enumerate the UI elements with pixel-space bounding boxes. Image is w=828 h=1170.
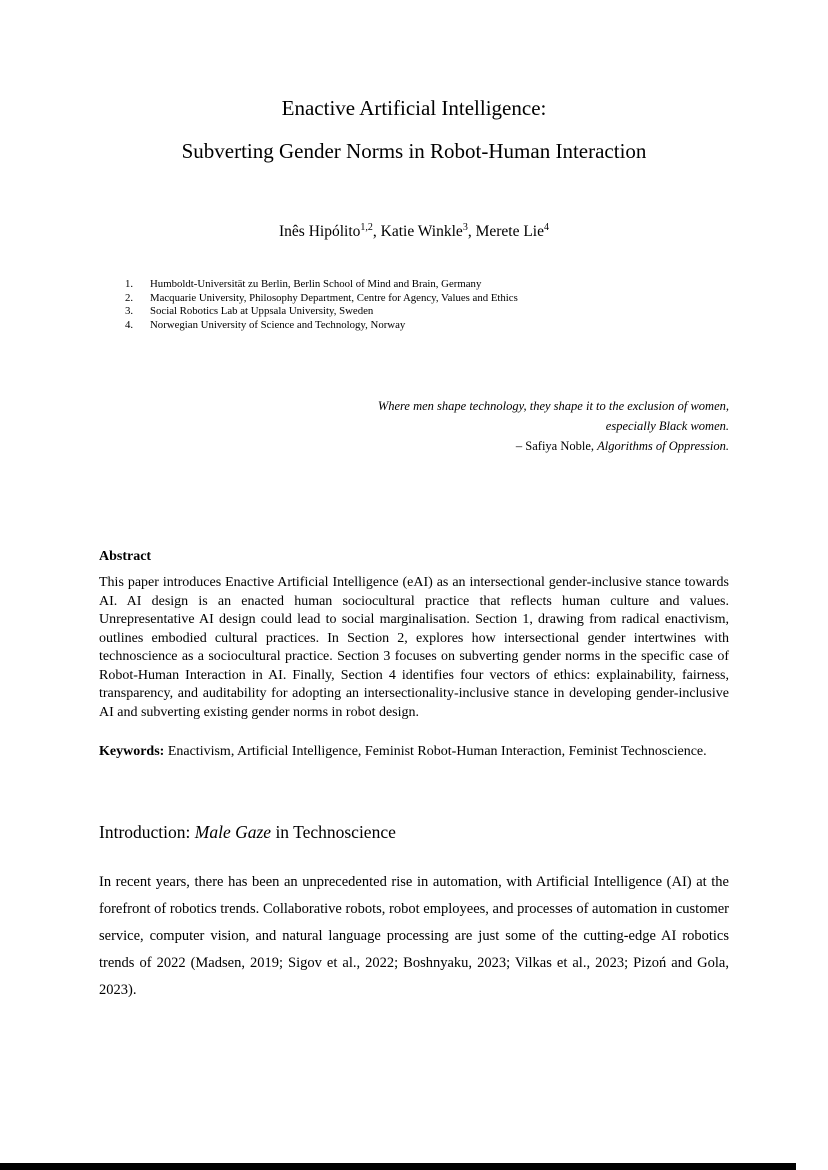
epigraph-attribution-author: – Safiya Noble,	[515, 439, 598, 453]
author-name-2: Katie Winkle	[380, 223, 463, 240]
affiliation-item	[125, 292, 729, 306]
affiliation-item	[125, 305, 729, 319]
affiliation-text: Macquarie University, Philosophy Department, Centre for Agency, Values and Ethics	[150, 291, 518, 304]
author-name-1: Inês Hipólito	[279, 223, 361, 240]
epigraph	[99, 396, 729, 456]
epigraph-attribution	[99, 436, 729, 456]
keywords-line	[99, 738, 729, 766]
paper-title	[99, 0, 729, 164]
affiliation-number: 1.	[125, 278, 134, 290]
author-sup-1: 1,2	[360, 221, 373, 233]
affiliation-text: Humboldt-Universität zu Berlin, Berlin School of Mind and Brain, Germany	[150, 278, 482, 290]
introduction-paragraph: In recent years, there has been an unprecedented rise in automation, with Artificial Intelligence (AI) at the forefront of robotics trends. Collaborative robots, robot employees, and processes of automation in customer service, computer vision, and natural language processing are just some of the cutting-edge AI robotics trends of 2022 (Madsen, 2019; Sigov et al., 2022; Boshnyaku, 2023; Vilkas et al., 2023; Pizoń and Gola, 2023).	[99, 874, 729, 998]
affiliation-item	[125, 278, 729, 292]
paper-title-line2: Subverting Gender Norms in Robot-Human Interaction	[181, 139, 647, 163]
author-sep-2: ,	[467, 223, 476, 240]
section-heading-italic-term: Male Gaze	[194, 822, 272, 842]
section-heading-introduction	[99, 821, 729, 843]
affiliation-list	[99, 278, 729, 332]
author-name-3: Merete Lie	[475, 223, 544, 240]
affiliation-text: Norwegian University of Science and Technology, Norway	[150, 318, 406, 331]
section-heading-suffix: in Technoscience	[271, 822, 396, 842]
epigraph-attribution-work: Algorithms of Oppression.	[597, 439, 729, 453]
author-sup-2: 3	[462, 221, 468, 233]
authors-line	[99, 222, 729, 242]
epigraph-line2: especially Black women.	[605, 419, 729, 433]
section-heading-prefix: Introduction:	[99, 822, 195, 842]
bottom-edge-artifact	[0, 1163, 796, 1170]
abstract-text: This paper introduces Enactive Artificial Intelligence (eAI) as an intersectional gender-inclusive stance towards AI. AI design is an enacted human sociocultural practice that reflects human culture and values. Unrepresentative AI design could lead to social marginalisation. Section 1, drawing from radical enactivism, outlines embodied cultural practices. In Section 2, explores how intersectional gender intertwines with technoscience as a sociocultural practice. Section 3 focuses on subverting gender norms in the specific case of Robot-Human Interaction in AI. Finally, Section 4 identifies four vectors of ethics: explainability, fairness, transparency, and auditability for adopting an intersectionality-inclusive stance in developing gender-inclusive AI and subverting existing gender norms in robot design.	[99, 575, 729, 720]
author-sep-1: ,	[372, 223, 381, 240]
affiliation-item	[125, 319, 729, 333]
paper-title-line1: Enactive Artificial Intelligence:	[281, 96, 547, 120]
affiliation-number: 2.	[125, 291, 134, 304]
author-sup-3: 4	[543, 221, 549, 233]
affiliation-number: 3.	[125, 305, 134, 317]
epigraph-line1: Where men shape technology, they shape it to the exclusion of women,	[377, 399, 729, 413]
affiliation-number: 4.	[125, 318, 134, 331]
keywords-text: Enactivism, Artificial Intelligence, Feminist Robot-Human Interaction, Feminist Technoscience.	[164, 744, 707, 759]
abstract-heading: Abstract	[99, 549, 152, 564]
keywords-label: Keywords:	[99, 744, 165, 759]
affiliation-text: Social Robotics Lab at Uppsala University, Sweden	[150, 305, 374, 317]
